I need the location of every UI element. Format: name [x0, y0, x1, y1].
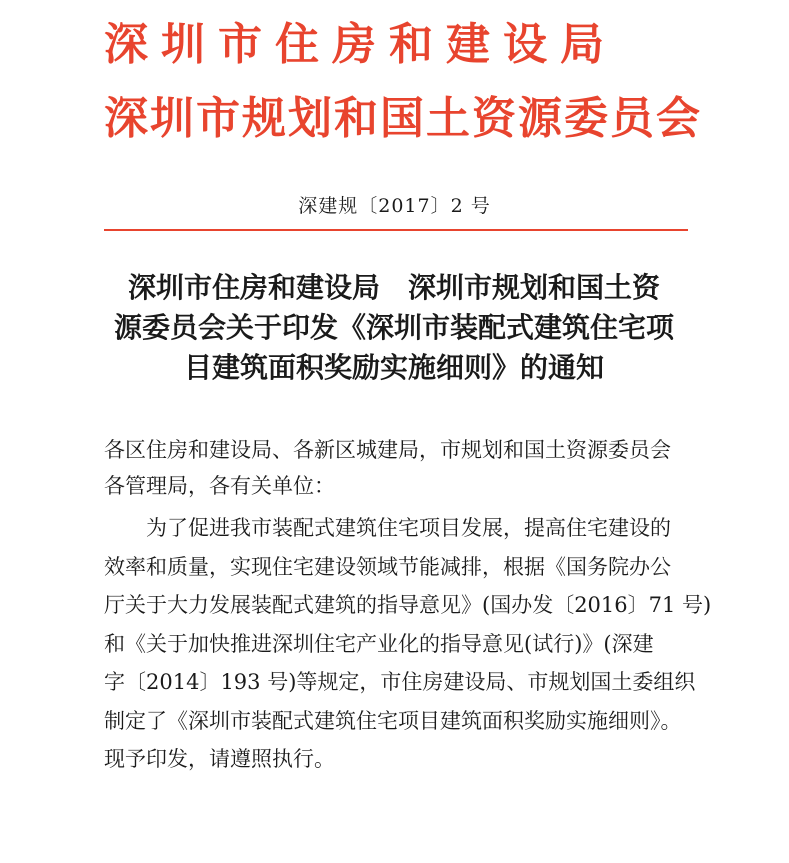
body-line: 为了促进我市装配式建筑住宅项目发展，提高住宅建设的: [146, 516, 671, 540]
body-paragraph: [104, 509, 712, 779]
issuing-org-2: 深圳市规划和国土资源委员会: [104, 93, 702, 144]
body-line: 现予印发，请遵照执行。: [104, 747, 335, 771]
body-line: 字〔2014〕193 号)等规定，市住房建设局、市规划国土委组织: [104, 670, 696, 694]
recipient-line-2: 各管理局，各有关单位：: [104, 474, 335, 498]
title-line-1: 深圳市住房和建设局 深圳市规划和国土资: [127, 271, 660, 304]
recipients: [104, 432, 704, 504]
body-line: 制定了《深圳市装配式建筑住宅项目建筑面积奖励实施细则》。: [104, 708, 682, 733]
body-line: 厅关于大力发展装配式建筑的指导意见》(国办发〔2016〕71 号): [104, 593, 712, 617]
title-line-3: 目建筑面积奖励实施细则》的通知: [183, 351, 604, 384]
issuing-org-1: 深圳市住房和建设局: [104, 19, 617, 70]
body-line: 效率和质量，实现住宅建设领域节能减排，根据《国务院办公: [104, 554, 671, 579]
body-line: 和《关于加快推进深圳住宅产业化的指导意见(试行)》(深建: [104, 631, 654, 656]
document-number: 深建规〔2017〕2 号: [298, 195, 491, 217]
notice-title: [104, 268, 684, 388]
red-divider-line: [104, 229, 688, 231]
title-line-2: 源委员会关于印发《深圳市装配式建筑住宅项: [113, 311, 674, 344]
recipient-line-1: 各区住房和建设局、各新区城建局，市规划和国土资源委员会: [104, 438, 671, 462]
